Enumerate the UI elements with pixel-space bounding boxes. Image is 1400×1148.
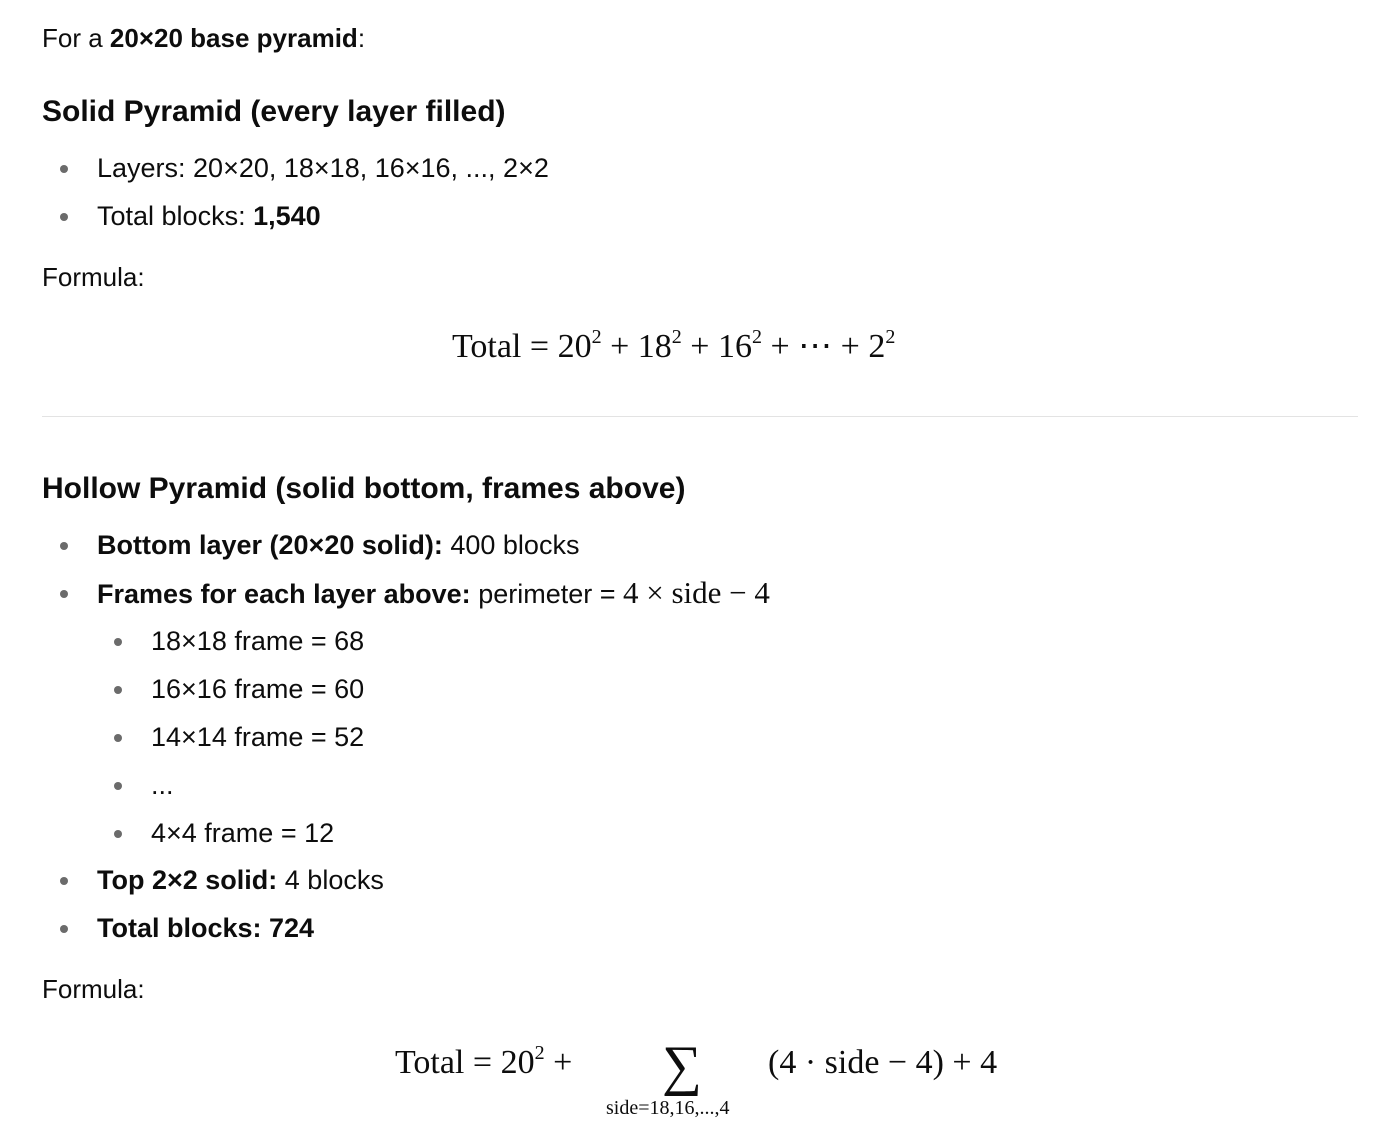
formula-term-1: 20: [500, 1044, 535, 1081]
formula-term-4: 2: [868, 328, 886, 365]
layers-text: Layers: 20×20, 18×18, 16×16, ..., 2×2: [97, 153, 549, 183]
formula-exp-1: 2: [591, 326, 602, 348]
intro-bold: 20×20 base pyramid: [109, 23, 358, 53]
hollow-formula-term: (4 · side − 4) + 4: [768, 1044, 998, 1081]
hollow-total: Total blocks: 724: [97, 913, 315, 943]
list-item-frames: [97, 577, 770, 610]
formula-eq: =: [464, 1044, 501, 1081]
frames-label: Frames for each layer above:: [97, 579, 471, 609]
hollow-heading: Hollow Pyramid (solid bottom, frames above): [42, 472, 686, 505]
formula-lhs: Total: [395, 1044, 465, 1081]
formula-exp-3: 2: [751, 326, 762, 348]
formula-plus-2: +: [681, 328, 718, 365]
list-item-hollow-total: [97, 912, 314, 944]
summation: [602, 1030, 772, 1130]
formula-term-3: 16: [717, 328, 752, 365]
sigma-symbol: ∑: [662, 1035, 702, 1097]
formula-plus-3: + ⋯ +: [761, 328, 869, 365]
solid-total-value: 1,540: [253, 201, 321, 231]
formula-term-2: 18: [637, 328, 672, 365]
hollow-formula-left: [395, 1043, 572, 1083]
section-divider: [42, 416, 1358, 417]
frames-rest: perimeter =: [470, 579, 623, 609]
hollow-formula-label: Formula:: [42, 974, 145, 1004]
formula-plus-1: +: [544, 1044, 573, 1081]
list-item-bottom-layer: [97, 529, 579, 561]
list-item-top-solid: [97, 864, 384, 896]
top-solid-label: Top 2×2 solid:: [97, 865, 278, 895]
top-solid-value: 4 blocks: [277, 865, 384, 895]
solid-formula-label: Formula:: [42, 262, 145, 292]
formula-plus-1: +: [601, 328, 638, 365]
bottom-layer-label: Bottom layer (20×20 solid):: [97, 530, 443, 560]
summation-range: side=18,16,...,4: [606, 1097, 730, 1119]
solid-formula: [452, 327, 895, 367]
frame-item: 14×14 frame = 52: [151, 722, 365, 752]
bottom-layer-value: 400 blocks: [442, 530, 580, 560]
solid-total-label: Total blocks:: [97, 201, 254, 231]
perimeter-formula: 4 × side − 4: [623, 575, 770, 610]
intro-prefix: For a: [42, 23, 110, 53]
formula-lhs: Total: [452, 328, 522, 365]
frame-item: ...: [151, 770, 174, 800]
frame-item: 16×16 frame = 60: [151, 674, 365, 704]
intro-line: [42, 22, 365, 54]
formula-term-1: 20: [557, 328, 592, 365]
formula-exp-4: 2: [885, 326, 896, 348]
frame-item: 18×18 frame = 68: [151, 626, 365, 656]
list-item-solid-total: [97, 200, 321, 232]
frame-item: 4×4 frame = 12: [151, 818, 335, 848]
intro-suffix: :: [357, 23, 366, 53]
formula-exp-1: 2: [534, 1042, 545, 1064]
formula-exp-2: 2: [671, 326, 682, 348]
solid-heading: Solid Pyramid (every layer filled): [42, 95, 506, 128]
formula-eq: =: [521, 328, 558, 365]
list-item-layers: [97, 152, 549, 184]
